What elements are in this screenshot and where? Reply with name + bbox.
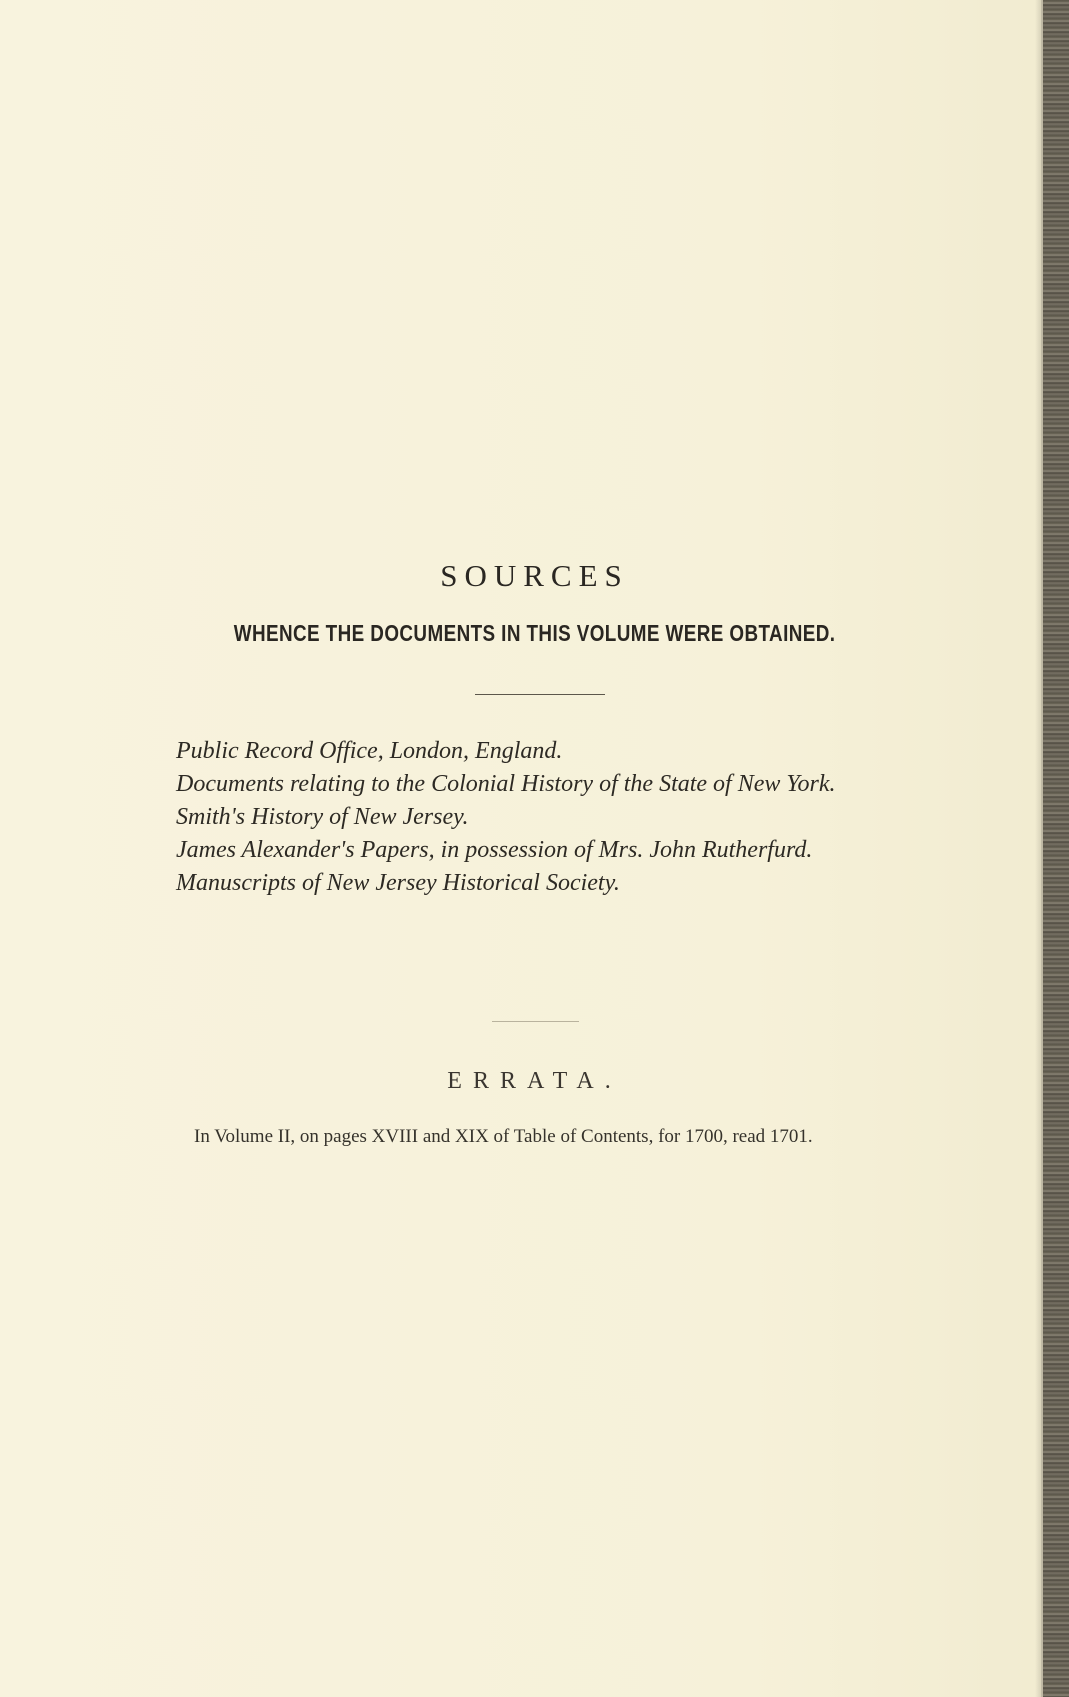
section-divider bbox=[492, 1021, 579, 1022]
page-binding-edge bbox=[1041, 0, 1069, 1697]
sources-list bbox=[176, 735, 916, 900]
source-item: Smith's History of New Jersey. bbox=[176, 804, 469, 830]
source-item: Public Record Office, London, England. bbox=[176, 738, 563, 764]
divider-rule bbox=[475, 694, 605, 695]
source-item: Manuscripts of New Jersey Historical Society. bbox=[176, 870, 620, 896]
page-subtitle: WHENCE THE DOCUMENTS IN THIS VOLUME WERE OBTAINED. bbox=[233, 620, 836, 646]
errata-heading: ERRATA. bbox=[447, 1068, 622, 1094]
errata-text: In Volume II, on pages XVIII and XIX of Table of Contents, for 1700, read 1701. bbox=[194, 1126, 813, 1147]
page-title: SOURCES bbox=[440, 558, 629, 593]
source-item: Documents relating to the Colonial History of the State of New York. bbox=[176, 771, 836, 797]
source-item: James Alexander's Papers, in possession of Mrs. John Rutherfurd. bbox=[176, 837, 813, 863]
